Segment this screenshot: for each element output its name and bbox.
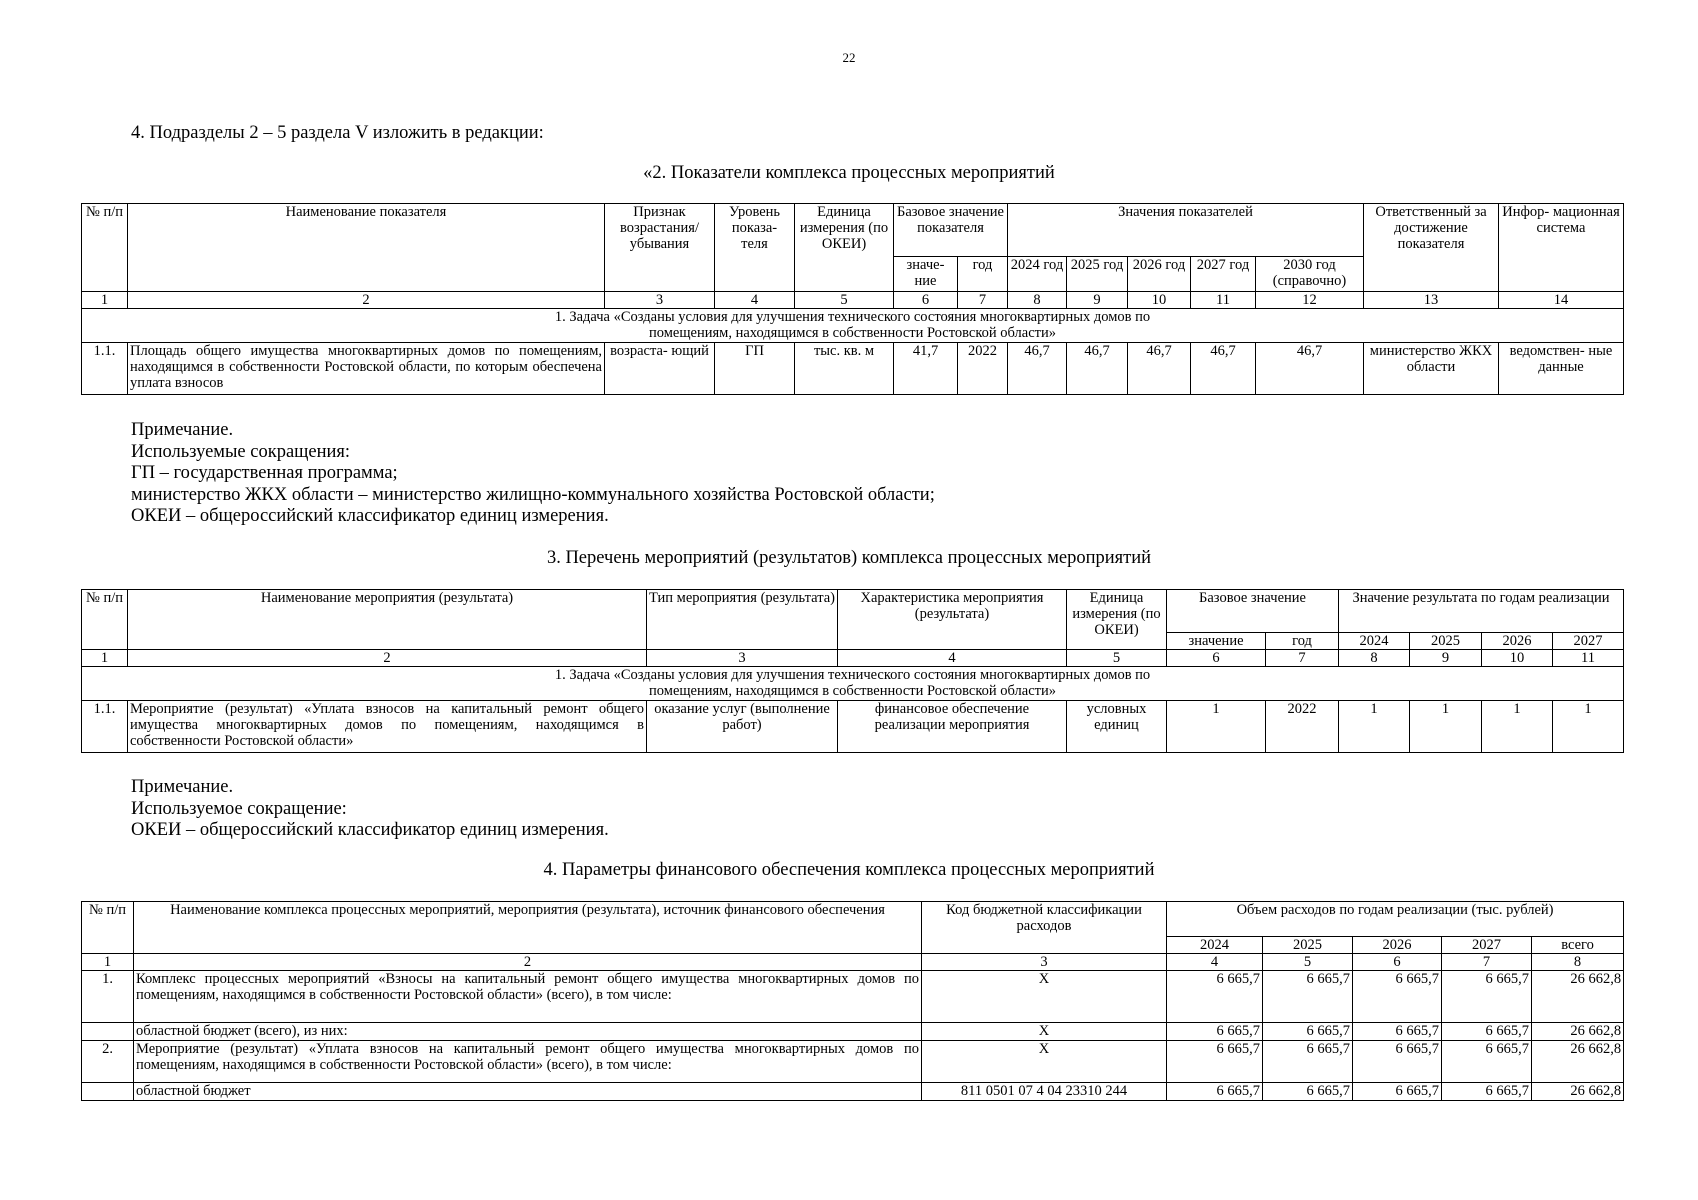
header-measure-name: Наименование мероприятия (результата)	[128, 590, 647, 650]
column-number: 5	[1067, 650, 1167, 667]
header-level: Уровень показа- теля	[715, 204, 795, 292]
header-2027: 2027	[1442, 937, 1532, 954]
header-measure-type: Тип мероприятия (результата)	[647, 590, 838, 650]
measure-base-val: 1	[1167, 701, 1266, 753]
note-line: Используемые сокращения:	[131, 441, 351, 462]
header-num: № п/п	[82, 902, 134, 954]
column-number: 4	[715, 292, 795, 309]
column-number: 3	[922, 954, 1167, 971]
finance-row-2027: 6 665,7	[1442, 1083, 1532, 1101]
column-number: 2	[128, 292, 605, 309]
column-number: 1	[82, 650, 128, 667]
header-2030: 2030 год (справочно)	[1256, 257, 1364, 292]
indicator-name: Площадь общего имущества многоквартирных домов по помещениям, находящимся в собственности Ростовской области, по которым обеспечена уплата взносов	[128, 343, 605, 395]
finance-row-2027: 6 665,7	[1442, 971, 1532, 1023]
row-num: 2.	[82, 1041, 134, 1083]
header-2024: 2024	[1167, 937, 1263, 954]
finance-row-total: 26 662,8	[1532, 1041, 1624, 1083]
header-values: Значение результата по годам реализации	[1339, 590, 1624, 633]
column-number: 5	[1263, 954, 1353, 971]
column-number: 1	[82, 292, 128, 309]
column-number: 12	[1256, 292, 1364, 309]
indicator-2027: 46,7	[1191, 343, 1256, 395]
header-num: № п/п	[82, 204, 128, 292]
finance-row-name: областной бюджет	[134, 1083, 922, 1101]
header-2026: 2026	[1482, 633, 1553, 650]
row-num	[82, 1023, 134, 1041]
column-number: 3	[605, 292, 715, 309]
header-values: Значения показателей	[1008, 204, 1364, 257]
column-number: 9	[1410, 650, 1482, 667]
column-number: 2	[128, 650, 647, 667]
finance-row-2027: 6 665,7	[1442, 1041, 1532, 1083]
finance-row-2026: 6 665,7	[1353, 1041, 1442, 1083]
column-number: 10	[1128, 292, 1191, 309]
header-base-year: год	[1266, 633, 1339, 650]
indicator-2024: 46,7	[1008, 343, 1067, 395]
header-responsible: Ответственный за достижение показателя	[1364, 204, 1499, 292]
finance-row-code: 811 0501 07 4 04 23310 244	[922, 1083, 1167, 1101]
row-num: 1.	[82, 971, 134, 1023]
indicator-base-year: 2022	[958, 343, 1008, 395]
header-budget-code: Код бюджетной классификации расходов	[922, 902, 1167, 954]
note-line: Используемое сокращение:	[131, 798, 347, 819]
column-number: 1	[82, 954, 134, 971]
row-num	[82, 1083, 134, 1101]
indicator-2026: 46,7	[1128, 343, 1191, 395]
column-number: 14	[1499, 292, 1624, 309]
indicator-unit: тыс. кв. м	[795, 343, 894, 395]
indicator-2025: 46,7	[1067, 343, 1128, 395]
finance-table	[81, 901, 1624, 1101]
column-number: 7	[1266, 650, 1339, 667]
header-2026: 2026 год	[1128, 257, 1191, 292]
task-row: 1. Задача «Созданы условия для улучшения технического состояния многоквартирных домов по помещениям, находящимся в собственности Ростовской области»	[82, 309, 1624, 343]
column-number: 4	[838, 650, 1067, 667]
header-2027: 2027 год	[1191, 257, 1256, 292]
finance-row-name: Мероприятие (результат) «Уплата взносов на капитальный ремонт общего имущества многоквартирных домов по помещениям, находящимся в собственности Ростовской области» (всего), в том числе:	[134, 1041, 922, 1083]
header-complex-name: Наименование комплекса процессных мероприятий, мероприятия (результата), источник финансового обеспечения	[134, 902, 922, 954]
section3-notes	[131, 777, 609, 842]
header-2025: 2025 год	[1067, 257, 1128, 292]
note-line: ОКЕИ – общероссийский классификатор единиц измерения.	[131, 820, 609, 840]
finance-row-2025: 6 665,7	[1263, 1041, 1353, 1083]
finance-row-2024: 6 665,7	[1167, 1023, 1263, 1041]
finance-row-name: областной бюджет (всего), из них:	[134, 1023, 922, 1041]
column-number: 6	[1353, 954, 1442, 971]
finance-row-total: 26 662,8	[1532, 1023, 1624, 1041]
header-base-val: значение	[1167, 633, 1266, 650]
indicator-level: ГП	[715, 343, 795, 395]
column-number: 5	[795, 292, 894, 309]
header-base-value: Базовое значение показателя	[894, 204, 1008, 257]
measure-2024: 1	[1339, 701, 1410, 753]
note-line: ГП – государственная программа;	[131, 463, 398, 483]
finance-row-2025: 6 665,7	[1263, 1023, 1353, 1041]
finance-row-2024: 6 665,7	[1167, 1041, 1263, 1083]
finance-row-2024: 6 665,7	[1167, 971, 1263, 1023]
finance-row-name: Комплекс процессных мероприятий «Взносы на капитальный ремонт общего имущества многоквартирных домов по помещениям, находящимся в собственности Ростовской области» (всего), в том числе:	[134, 971, 922, 1023]
section2-notes	[131, 420, 935, 528]
column-number: 7	[1442, 954, 1532, 971]
indicator-2030: 46,7	[1256, 343, 1364, 395]
indicator-base-val: 41,7	[894, 343, 958, 395]
note-line: ОКЕИ – общероссийский классификатор единиц измерения.	[131, 506, 609, 526]
indicator-sign: возраста- ющий	[605, 343, 715, 395]
finance-row-code: Х	[922, 971, 1167, 1023]
column-number: 2	[134, 954, 922, 971]
column-number: 8	[1532, 954, 1624, 971]
header-measure-char: Характеристика мероприятия (результата)	[838, 590, 1067, 650]
column-number: 13	[1364, 292, 1499, 309]
header-sign: Признак возрастания/ убывания	[605, 204, 715, 292]
column-number: 10	[1482, 650, 1553, 667]
section2-title: «2. Показатели комплекса процессных мероприятий	[643, 163, 1055, 183]
finance-row-2026: 6 665,7	[1353, 1023, 1442, 1041]
measure-2026: 1	[1482, 701, 1553, 753]
note-line: Примечание.	[131, 777, 234, 797]
measure-char: финансовое обеспечение реализации мероприятия	[838, 701, 1067, 753]
header-base-year: год	[958, 257, 1008, 292]
row-num: 1.1.	[82, 701, 128, 753]
row-num: 1.1.	[82, 343, 128, 395]
header-base-val: значе- ние	[894, 257, 958, 292]
measure-base-year: 2022	[1266, 701, 1339, 753]
measure-type: оказание услуг (выполнение работ)	[647, 701, 838, 753]
intro-text: 4. Подразделы 2 – 5 раздела V изложить в редакции:	[131, 123, 544, 143]
task-row: 1. Задача «Созданы условия для улучшения технического состояния многоквартирных домов по помещениям, находящимся в собственности Ростовской области»	[82, 667, 1624, 701]
note-line: министерство ЖКХ области – министерство жилищно-коммунального хозяйства Ростовской области;	[131, 484, 935, 505]
column-number: 9	[1067, 292, 1128, 309]
column-number: 11	[1191, 292, 1256, 309]
header-2024: 2024	[1339, 633, 1410, 650]
column-number: 8	[1008, 292, 1067, 309]
finance-row-2024: 6 665,7	[1167, 1083, 1263, 1101]
section4-title: 4. Параметры финансового обеспечения комплекса процессных мероприятий	[543, 860, 1155, 880]
finance-row-2026: 6 665,7	[1353, 971, 1442, 1023]
finance-row-2026: 6 665,7	[1353, 1083, 1442, 1101]
finance-row-2025: 6 665,7	[1263, 971, 1353, 1023]
finance-row-total: 26 662,8	[1532, 1083, 1624, 1101]
header-unit: Единица измерения (по ОКЕИ)	[795, 204, 894, 292]
finance-row-code: Х	[922, 1023, 1167, 1041]
note-line: Примечание.	[131, 420, 234, 440]
finance-row-total: 26 662,8	[1532, 971, 1624, 1023]
header-volume: Объем расходов по годам реализации (тыс. рублей)	[1167, 902, 1624, 937]
column-number: 8	[1339, 650, 1410, 667]
column-number: 3	[647, 650, 838, 667]
header-num: № п/п	[82, 590, 128, 650]
finance-row-code: Х	[922, 1041, 1167, 1083]
indicator-info-system: ведомствен- ные данные	[1499, 343, 1624, 395]
indicators-table	[81, 203, 1624, 395]
indicator-responsible: министерство ЖКХ области	[1364, 343, 1499, 395]
finance-row-2027: 6 665,7	[1442, 1023, 1532, 1041]
column-number: 7	[958, 292, 1008, 309]
header-2027: 2027	[1553, 633, 1624, 650]
column-number: 6	[894, 292, 958, 309]
header-2025: 2025	[1263, 937, 1353, 954]
measures-table	[81, 589, 1624, 753]
measure-2025: 1	[1410, 701, 1482, 753]
header-base-value: Базовое значение	[1167, 590, 1339, 633]
measure-2027: 1	[1553, 701, 1624, 753]
finance-row-2025: 6 665,7	[1263, 1083, 1353, 1101]
column-number: 4	[1167, 954, 1263, 971]
header-indicator-name: Наименование показателя	[128, 204, 605, 292]
column-number: 11	[1553, 650, 1624, 667]
measure-name: Мероприятие (результат) «Уплата взносов на капитальный ремонт общего имущества многоквартирных домов по помещениям, находящимся в собственности Ростовской области»	[128, 701, 647, 753]
header-2026: 2026	[1353, 937, 1442, 954]
section3-title: 3. Перечень мероприятий (результатов) комплекса процессных мероприятий	[546, 548, 1152, 568]
column-number: 6	[1167, 650, 1266, 667]
measure-unit: условных единиц	[1067, 701, 1167, 753]
page-number: 22	[842, 50, 856, 65]
header-total: всего	[1532, 937, 1624, 954]
header-2024: 2024 год	[1008, 257, 1067, 292]
header-2025: 2025	[1410, 633, 1482, 650]
header-info-system: Инфор- мационная система	[1499, 204, 1624, 292]
header-unit: Единица измерения (по ОКЕИ)	[1067, 590, 1167, 650]
